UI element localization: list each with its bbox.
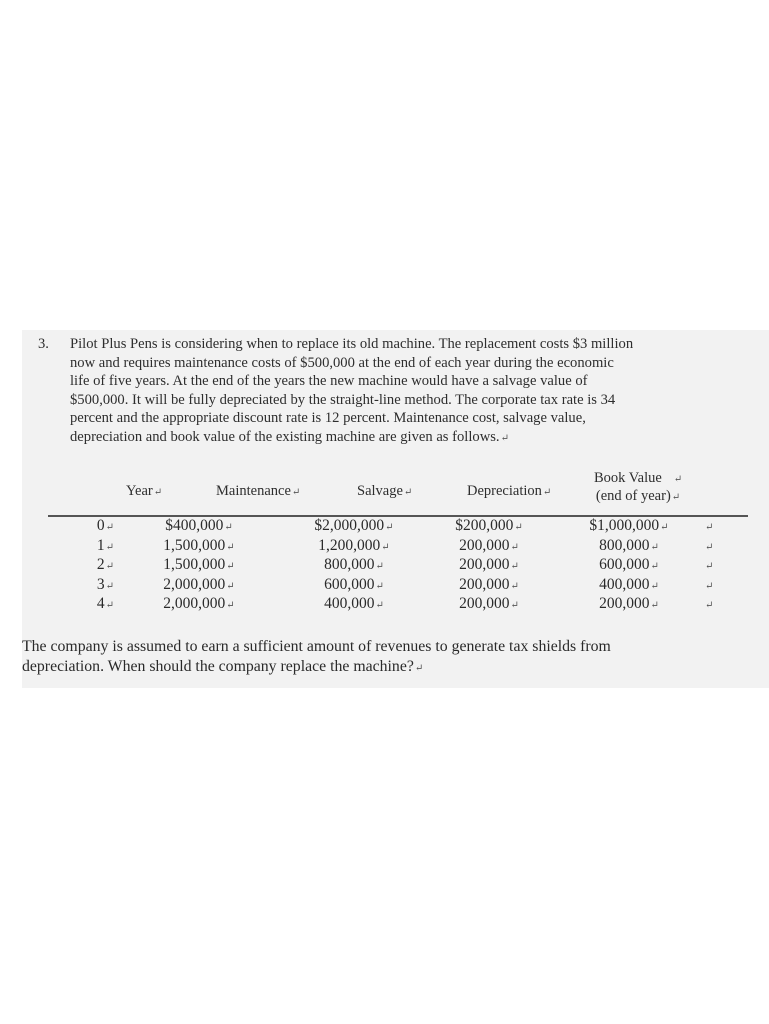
- cell-depreciation: $200,000↵: [455, 517, 523, 534]
- paragraph-mark-icon: ↵: [671, 492, 681, 503]
- cell-book-value: 200,000↵: [599, 595, 659, 613]
- paragraph-mark-icon: ↵: [226, 580, 235, 592]
- paragraph-mark-icon: ↵: [650, 580, 659, 592]
- table-row: [22, 517, 769, 537]
- conclusion-line: The company is assumed to earn a sufficient amount of revenues to generate tax shields from: [22, 638, 611, 655]
- problem-line: now and requires maintenance costs of $500,000 at the end of each year during the economic: [70, 354, 614, 371]
- paragraph-mark-icon: ↵: [403, 487, 413, 498]
- cell-maintenance: 1,500,000↵: [163, 556, 235, 574]
- paragraph-mark-icon: ↵: [105, 561, 114, 573]
- table-row: [22, 576, 769, 596]
- paragraph-mark-icon: ↵: [650, 561, 659, 573]
- paragraph-mark-icon: ↵: [414, 663, 424, 674]
- paragraph-mark-icon: ↵: [385, 522, 394, 533]
- header-year: Year↵: [126, 483, 163, 499]
- paragraph-mark-icon: ↵: [291, 487, 301, 498]
- cell-year: 3↵: [96, 575, 114, 593]
- paragraph-mark-icon: ↵: [650, 600, 659, 612]
- paragraph-mark-icon: ↵: [375, 600, 384, 612]
- paragraph-mark-icon: ↵: [105, 541, 114, 553]
- cell-salvage: 400,000↵: [324, 595, 384, 613]
- paragraph-mark-icon: ↵: [375, 580, 384, 592]
- cell-depreciation: 200,000↵: [459, 575, 519, 593]
- cell-salvage: 1,200,000↵: [318, 536, 390, 554]
- paragraph-mark-icon: ↵: [226, 541, 235, 553]
- paragraph-mark-icon: ↵: [542, 487, 552, 498]
- cell-year: 1↵: [96, 536, 114, 554]
- problem-panel: [22, 330, 769, 688]
- header-maintenance: Maintenance↵: [216, 483, 301, 499]
- machine-data-table: [22, 517, 769, 615]
- cell-book-value: 800,000↵: [599, 536, 659, 554]
- cell-book-value: $1,000,000↵: [589, 517, 669, 534]
- paragraph-mark-icon: ↵: [153, 487, 163, 498]
- cell-year: 0↵: [96, 517, 114, 534]
- table-row: [22, 556, 769, 576]
- cell-maintenance: 2,000,000↵: [163, 595, 235, 613]
- cell-year: 4↵: [96, 595, 114, 613]
- cell-year: 2↵: [96, 556, 114, 574]
- paragraph-mark-icon: ↵: [650, 541, 659, 553]
- paragraph-mark-icon: ↵: [226, 561, 235, 573]
- problem-line: $500,000. It will be fully depreciated by the straight-line method. The corporate tax rate is 34: [70, 391, 616, 408]
- problem-line: life of five years. At the end of the years the new machine would have a salvage value of: [70, 373, 588, 390]
- header-book-value: Book Value ↵ (end of year)↵: [594, 470, 683, 504]
- paragraph-mark-icon: ↵: [705, 580, 714, 592]
- row-end-mark: [704, 517, 769, 537]
- header-depreciation: Depreciation↵: [467, 483, 552, 499]
- problem-line: depreciation and book value of the existing machine are given as follows.↵: [70, 428, 509, 445]
- paragraph-mark-icon: ↵: [510, 541, 519, 553]
- row-end-mark: [704, 595, 769, 615]
- row-end-mark: [704, 537, 769, 557]
- table-row: [22, 595, 769, 615]
- paragraph-mark-icon: ↵: [510, 600, 519, 612]
- problem-number: 3.: [38, 336, 49, 352]
- paragraph-mark-icon: ↵: [105, 580, 114, 592]
- paragraph-mark-icon: ↵: [226, 600, 235, 612]
- table-row: [22, 537, 769, 557]
- cell-salvage: 600,000↵: [324, 575, 384, 593]
- paragraph-mark-icon: ↵: [705, 561, 714, 573]
- cell-salvage: $2,000,000↵: [314, 517, 394, 534]
- row-end-mark: [704, 576, 769, 596]
- problem-line: percent and the appropriate discount rate is 12 percent. Maintenance cost, salvage value,: [70, 410, 586, 427]
- row-end-mark: [704, 556, 769, 576]
- paragraph-mark-icon: ↵: [224, 522, 233, 533]
- conclusion-line: depreciation. When should the company replace the machine?↵: [22, 658, 424, 675]
- paragraph-mark-icon: ↵: [375, 561, 384, 573]
- cell-depreciation: 200,000↵: [459, 595, 519, 613]
- problem-statement: [38, 335, 755, 449]
- paragraph-mark-icon: ↵: [705, 522, 714, 533]
- cell-book-value: 400,000↵: [599, 575, 659, 593]
- header-salvage: Salvage↵: [357, 483, 413, 499]
- cell-book-value: 600,000↵: [599, 556, 659, 574]
- paragraph-mark-icon: ↵: [510, 561, 519, 573]
- cell-maintenance: $400,000↵: [165, 517, 233, 534]
- cell-salvage: 800,000↵: [324, 556, 384, 574]
- conclusion-text: [22, 637, 767, 679]
- paragraph-mark-icon: ↵: [105, 600, 114, 612]
- cell-depreciation: 200,000↵: [459, 556, 519, 574]
- cell-maintenance: 2,000,000↵: [163, 575, 235, 593]
- paragraph-mark-icon: ↵: [673, 474, 683, 485]
- cell-maintenance: 1,500,000↵: [163, 536, 235, 554]
- paragraph-mark-icon: ↵: [705, 600, 714, 612]
- paragraph-mark-icon: ↵: [510, 580, 519, 592]
- paragraph-mark-icon: ↵: [705, 541, 714, 553]
- problem-line: Pilot Plus Pens is considering when to replace its old machine. The replacement costs $3 million: [70, 336, 634, 352]
- paragraph-mark-icon: ↵: [514, 522, 523, 533]
- paragraph-mark-icon: ↵: [381, 541, 390, 553]
- paragraph-mark-icon: ↵: [660, 522, 669, 533]
- cell-depreciation: 200,000↵: [459, 536, 519, 554]
- paragraph-mark-icon: ↵: [500, 432, 509, 444]
- paragraph-mark-icon: ↵: [105, 522, 114, 533]
